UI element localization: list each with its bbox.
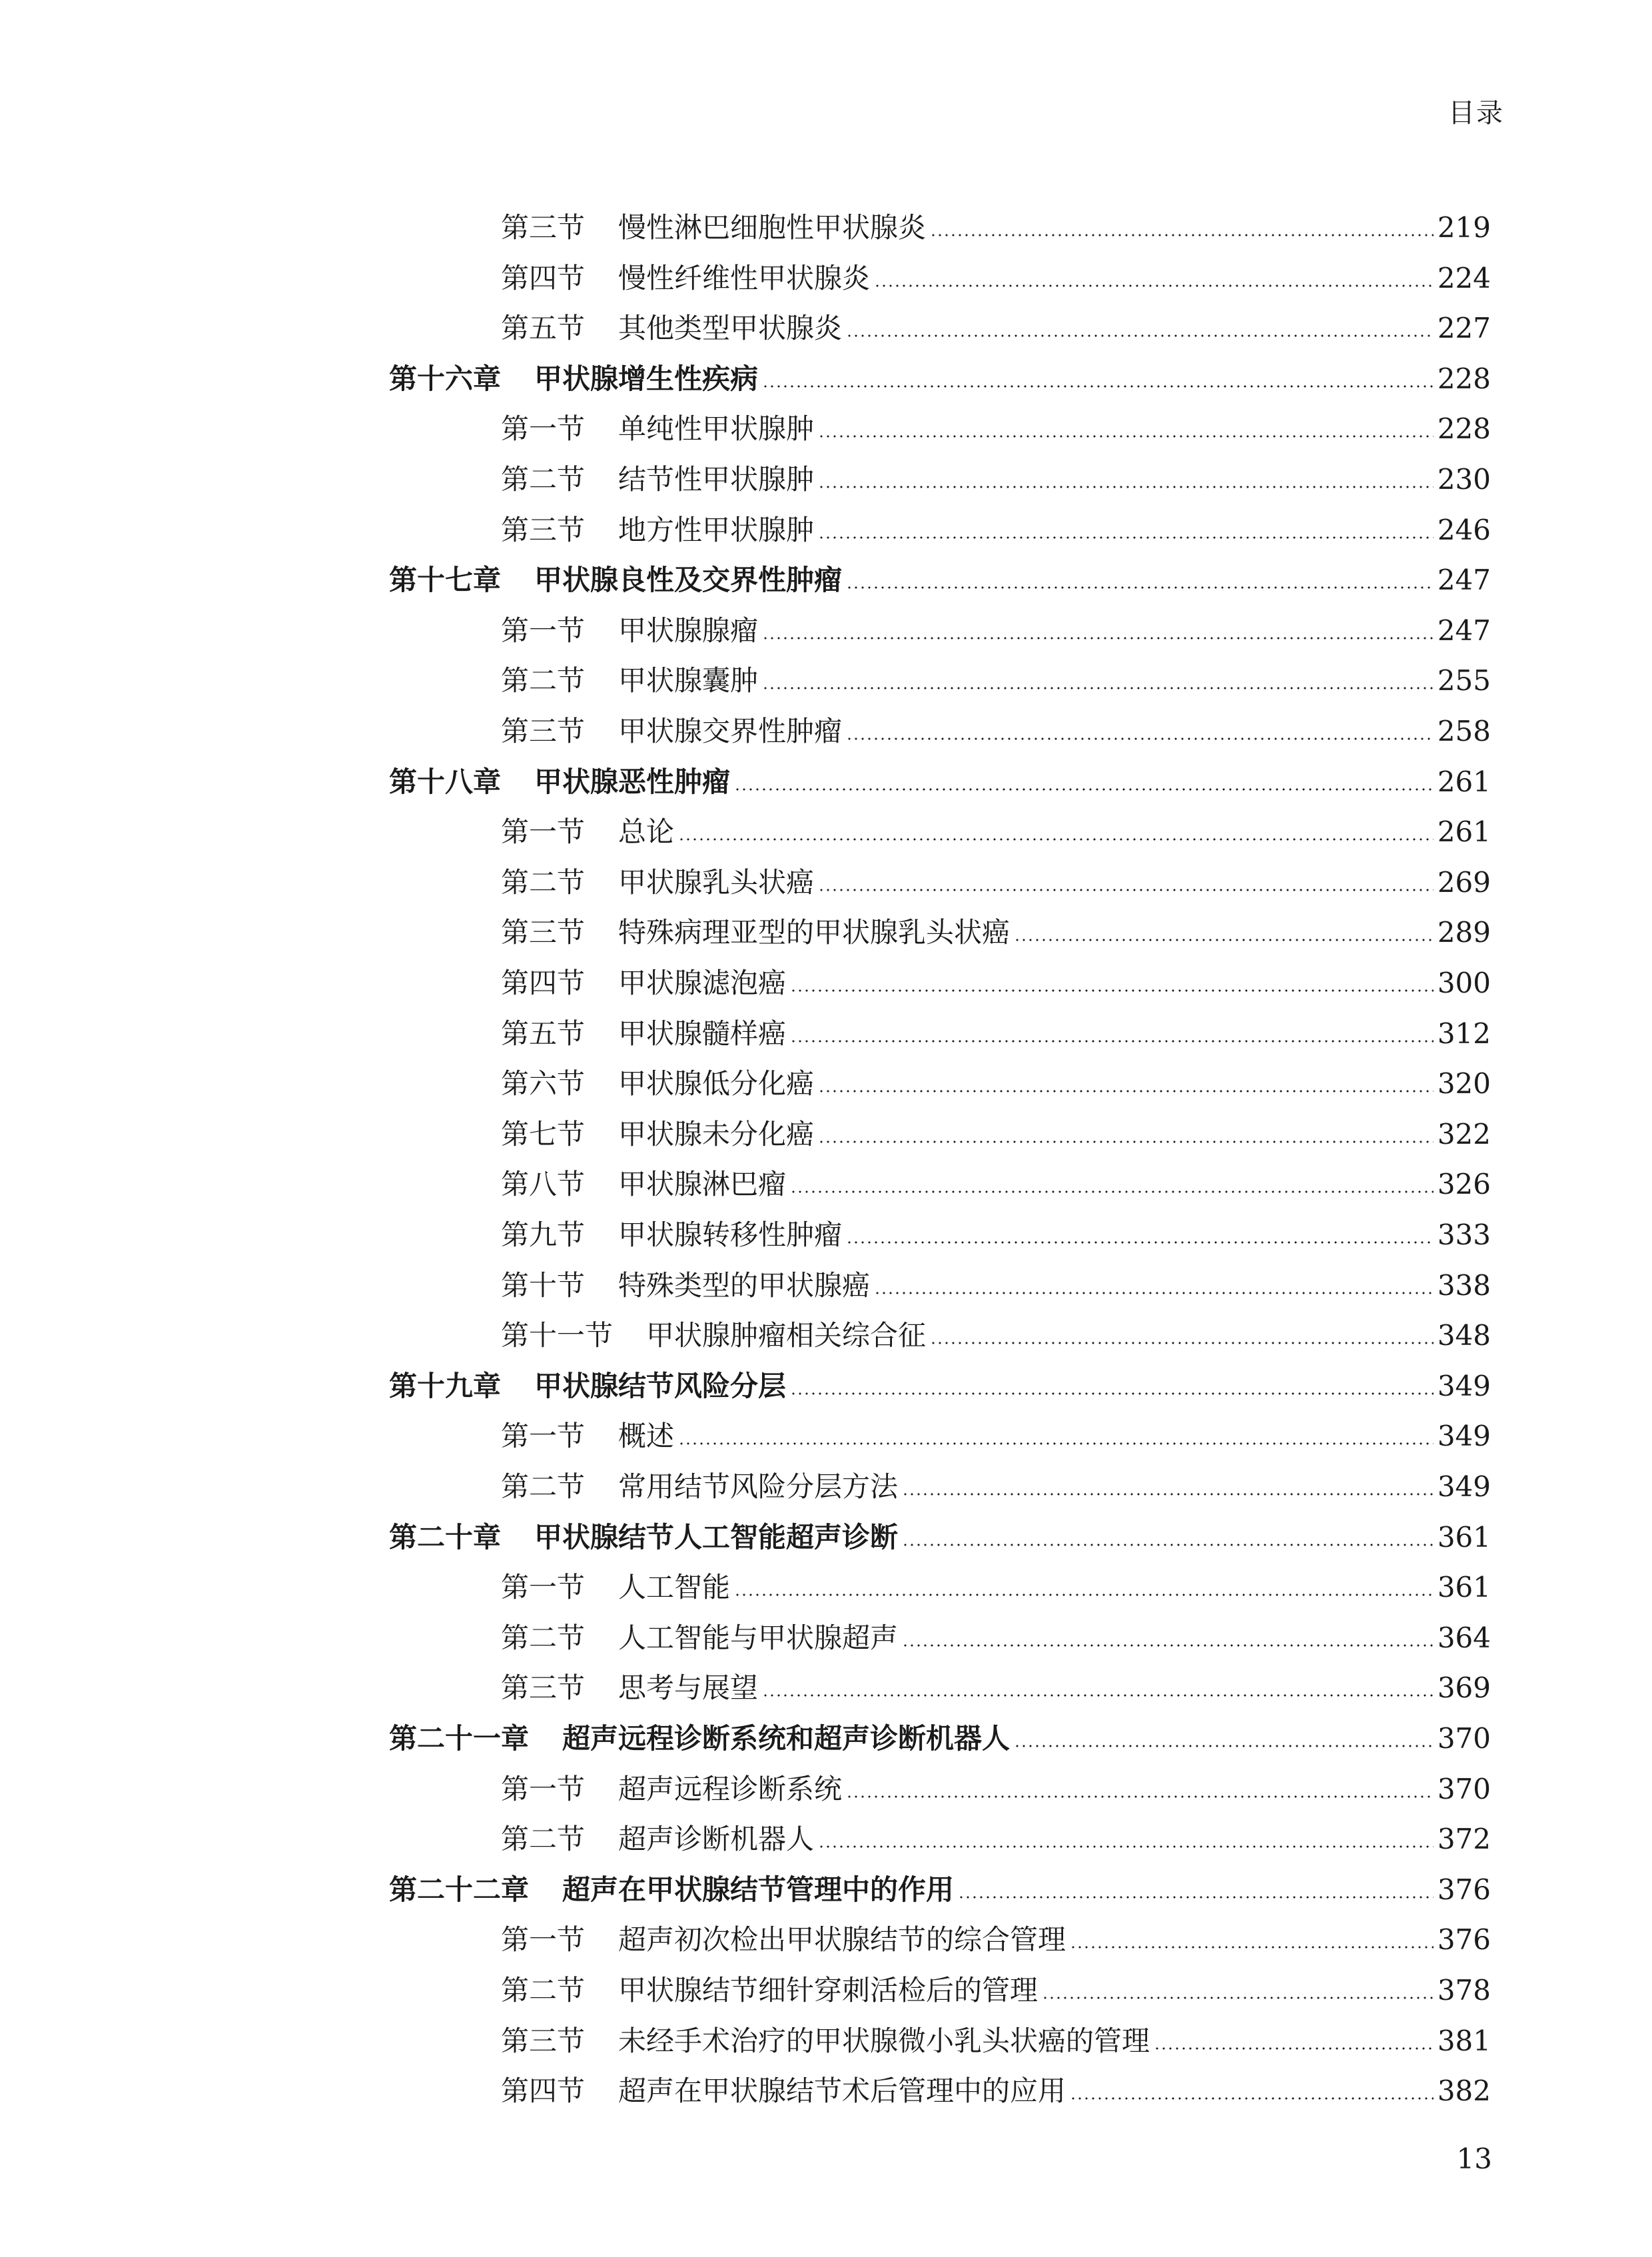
dot-leader: [1014, 1745, 1434, 1747]
dot-leader: [678, 1442, 1434, 1445]
dot-leader: [902, 1644, 1434, 1647]
toc-section[interactable]: [0, 1769, 1652, 1809]
dot-leader: [902, 1544, 1434, 1546]
toc-page-number: 382: [1437, 2074, 1491, 2108]
toc-entry: [501, 1416, 1491, 1456]
dot-leader: [734, 788, 1434, 791]
toc-title: 超声远程诊断系统和超声诊断机器人: [562, 1722, 1011, 1755]
toc-entry: [501, 1920, 1491, 1960]
toc-title: 甲状腺腺瘤: [618, 614, 759, 647]
toc-section[interactable]: [0, 1266, 1652, 1306]
toc-page-number: 326: [1437, 1168, 1491, 1201]
toc-section[interactable]: [0, 963, 1652, 1003]
dot-leader: [846, 1241, 1434, 1244]
dot-leader: [930, 1342, 1434, 1344]
toc-section[interactable]: [0, 1467, 1652, 1507]
toc-section[interactable]: [0, 409, 1652, 449]
toc-entry: [501, 2071, 1491, 2111]
toc-page-number: 219: [1437, 211, 1491, 244]
dot-leader: [818, 1140, 1434, 1143]
dot-leader: [846, 1795, 1434, 1798]
toc-page-number: 372: [1437, 1823, 1491, 1856]
toc-number: 第四节: [501, 261, 586, 294]
toc-title: 慢性淋巴细胞性甲状腺炎: [618, 211, 927, 244]
toc-title: 甲状腺交界性肿瘤: [618, 715, 843, 747]
toc-title: 甲状腺未分化癌: [618, 1117, 815, 1150]
toc-page-number: 227: [1437, 312, 1491, 345]
toc-number: 第二节: [501, 664, 586, 697]
toc-page-number: 230: [1437, 463, 1491, 496]
toc-page-number: 349: [1437, 1420, 1491, 1453]
toc-entry: [501, 1266, 1491, 1306]
toc-number: 第二十二章: [389, 1873, 530, 1906]
toc-page-number: 364: [1437, 1621, 1491, 1654]
toc-section[interactable]: [0, 1618, 1652, 1658]
toc-number: 第三节: [501, 2024, 586, 2057]
dot-leader: [818, 1090, 1434, 1093]
toc-page-number: 361: [1437, 1571, 1491, 1604]
toc-section[interactable]: [0, 1164, 1652, 1204]
toc-entry: [501, 913, 1491, 953]
toc-page-number: 349: [1437, 1369, 1491, 1402]
toc-section[interactable]: [0, 258, 1652, 298]
toc-entry: [389, 560, 1491, 600]
toc-page-number: 261: [1437, 815, 1491, 849]
dot-leader: [790, 1040, 1434, 1043]
toc-section[interactable]: [0, 611, 1652, 651]
dot-leader: [818, 435, 1434, 438]
toc-page-number: 261: [1437, 765, 1491, 798]
toc-number: 第二节: [501, 1621, 586, 1654]
toc-title: 特殊类型的甲状腺癌: [618, 1268, 871, 1302]
toc-chapter[interactable]: [0, 1366, 1652, 1406]
toc-number: 第四节: [501, 2074, 586, 2108]
toc-entry: [501, 1568, 1491, 1607]
toc-title: 未经手术治疗的甲状腺微小乳头状癌的管理: [618, 2024, 1150, 2057]
toc-title: 甲状腺结节细针穿刺活检后的管理: [618, 1974, 1038, 2007]
dot-leader: [818, 486, 1434, 488]
dot-leader: [958, 1896, 1434, 1899]
toc-entry: [501, 258, 1491, 298]
toc-entry: [389, 762, 1491, 802]
toc-section[interactable]: [0, 510, 1652, 550]
toc-entry: [501, 510, 1491, 550]
toc-page-number: 228: [1437, 362, 1491, 395]
toc-number: 第十九章: [389, 1369, 502, 1402]
toc-entry: [501, 863, 1491, 903]
toc-entry: [389, 1719, 1491, 1759]
toc-entry: [501, 611, 1491, 651]
toc-section[interactable]: [0, 2021, 1652, 2061]
toc-chapter[interactable]: [0, 1870, 1652, 1910]
dot-leader: [678, 838, 1434, 841]
toc-section[interactable]: [0, 1215, 1652, 1255]
toc-page-number: 338: [1437, 1268, 1491, 1302]
toc-number: 第三节: [501, 715, 586, 747]
toc-number: 第二十章: [389, 1520, 502, 1554]
toc-title: 思考与展望: [618, 1671, 759, 1705]
toc-title: 常用结节风险分层方法: [618, 1470, 899, 1503]
toc-number: 第九节: [501, 1218, 586, 1251]
toc-entry: [389, 1518, 1491, 1558]
toc-page-number: 370: [1437, 1772, 1491, 1805]
toc-entry: [501, 711, 1491, 751]
toc-chapter[interactable]: [0, 560, 1652, 600]
toc-number: 第三节: [501, 211, 586, 244]
toc-page-number: 381: [1437, 2024, 1491, 2057]
toc-title: 人工智能: [618, 1571, 731, 1604]
toc-section[interactable]: [0, 1819, 1652, 1859]
dot-leader: [762, 687, 1434, 689]
toc-section[interactable]: [0, 208, 1652, 248]
toc-entry: [501, 208, 1491, 248]
toc-title: 甲状腺转移性肿瘤: [618, 1218, 843, 1251]
toc-number: 第十节: [501, 1268, 586, 1302]
toc-title: 甲状腺结节风险分层: [534, 1369, 787, 1402]
toc-number: 第一节: [501, 1772, 586, 1805]
toc-section[interactable]: [0, 1014, 1652, 1054]
toc-title: 甲状腺肿瘤相关综合征: [646, 1319, 927, 1352]
toc-section[interactable]: [0, 913, 1652, 953]
toc-number: 第五节: [501, 1017, 586, 1050]
toc-entry: [501, 963, 1491, 1003]
toc-title: 甲状腺髓样癌: [618, 1017, 787, 1050]
toc-page-number: 369: [1437, 1671, 1491, 1705]
dot-leader: [846, 737, 1434, 740]
dot-leader: [1042, 1997, 1434, 1999]
dot-leader: [874, 284, 1434, 287]
toc-title: 甲状腺淋巴瘤: [618, 1168, 787, 1201]
toc-title: 超声诊断机器人: [618, 1823, 815, 1856]
toc-title: 超声远程诊断系统: [618, 1772, 843, 1805]
toc-title: 甲状腺良性及交界性肿瘤: [534, 564, 843, 597]
toc-page-number: 312: [1437, 1017, 1491, 1050]
toc-number: 第一节: [501, 1923, 586, 1957]
toc-section[interactable]: [0, 711, 1652, 751]
toc-entry: [389, 1870, 1491, 1910]
toc-number: 第六节: [501, 1067, 586, 1101]
toc-section[interactable]: [0, 1668, 1652, 1708]
toc-section[interactable]: [0, 2071, 1652, 2111]
toc-number: 第一节: [501, 1571, 586, 1604]
toc-page-number: 349: [1437, 1470, 1491, 1503]
toc-number: 第一节: [501, 614, 586, 647]
dot-leader: [874, 1292, 1434, 1294]
toc-number: 第七节: [501, 1117, 586, 1150]
dot-leader: [818, 889, 1434, 891]
running-header: 目录: [1448, 98, 1504, 129]
toc-number: 第八节: [501, 1168, 586, 1201]
dot-leader: [1070, 1946, 1434, 1949]
toc-page-number: 289: [1437, 916, 1491, 949]
toc-number: 第十七章: [389, 564, 502, 597]
toc-entry: [501, 1316, 1491, 1356]
toc-title: 甲状腺滤泡癌: [618, 967, 787, 999]
dot-leader: [790, 1392, 1434, 1395]
toc-page-number: 376: [1437, 1873, 1491, 1906]
toc-title: 甲状腺低分化癌: [618, 1067, 815, 1101]
toc-entry: [501, 1618, 1491, 1658]
toc-chapter[interactable]: [0, 1719, 1652, 1759]
toc-number: 第四节: [501, 967, 586, 999]
toc-title: 甲状腺增生性疾病: [534, 362, 759, 395]
dot-leader: [930, 234, 1434, 236]
toc-number: 第一节: [501, 1420, 586, 1453]
toc-entry: [501, 409, 1491, 449]
dot-leader: [762, 1694, 1434, 1697]
toc-title: 慢性纤维性甲状腺炎: [618, 261, 871, 294]
toc-section[interactable]: [0, 661, 1652, 701]
toc-number: 第五节: [501, 312, 586, 345]
toc-entry: [501, 308, 1491, 348]
toc-number: 第二节: [501, 865, 586, 899]
toc-page-number: 224: [1437, 261, 1491, 294]
toc-number: 第一节: [501, 412, 586, 446]
toc-number: 第二节: [501, 463, 586, 496]
toc-page-number: 333: [1437, 1218, 1491, 1251]
toc-chapter[interactable]: [0, 1518, 1652, 1558]
toc-entry: [501, 1064, 1491, 1104]
toc-section[interactable]: [0, 1115, 1652, 1154]
toc-page-number: 246: [1437, 513, 1491, 546]
toc-section[interactable]: [0, 863, 1652, 903]
toc-number: 第十六章: [389, 362, 502, 395]
toc-title: 特殊病理亚型的甲状腺乳头状癌: [618, 916, 1011, 949]
toc-section[interactable]: [0, 460, 1652, 500]
toc-title: 甲状腺恶性肿瘤: [534, 765, 731, 798]
toc-number: 第三节: [501, 513, 586, 546]
dot-leader: [762, 637, 1434, 640]
toc-chapter[interactable]: [0, 762, 1652, 802]
toc-number: 第十八章: [389, 765, 502, 798]
toc-section[interactable]: [0, 1568, 1652, 1607]
toc-entry: [389, 1366, 1491, 1406]
toc-title: 超声初次检出甲状腺结节的综合管理: [618, 1923, 1066, 1957]
toc-page-number: 378: [1437, 1974, 1491, 2007]
toc-number: 第一节: [501, 815, 586, 849]
dot-leader: [790, 1190, 1434, 1193]
toc-entry: [501, 460, 1491, 500]
toc-section[interactable]: [0, 1971, 1652, 2011]
toc-entry: [501, 1014, 1491, 1054]
toc-title: 地方性甲状腺肿: [618, 513, 815, 546]
toc-entry: [501, 1164, 1491, 1204]
toc-number: 第二节: [501, 1470, 586, 1503]
toc-page-number: 269: [1437, 865, 1491, 899]
toc-entry: [501, 1769, 1491, 1809]
dot-leader: [734, 1593, 1434, 1596]
toc-title: 甲状腺乳头状癌: [618, 865, 815, 899]
toc-section[interactable]: [0, 1064, 1652, 1104]
toc-entry: [501, 1668, 1491, 1708]
toc-title: 甲状腺囊肿: [618, 664, 759, 697]
toc-entry: [501, 1115, 1491, 1154]
toc-number: 第三节: [501, 916, 586, 949]
toc-section[interactable]: [0, 1316, 1652, 1356]
toc-chapter[interactable]: [0, 359, 1652, 399]
toc-number: 第二节: [501, 1823, 586, 1856]
toc-page-number: 258: [1437, 715, 1491, 747]
toc-page-number: 255: [1437, 664, 1491, 697]
toc-title: 人工智能与甲状腺超声: [618, 1621, 899, 1654]
toc-title: 单纯性甲状腺肿: [618, 412, 815, 446]
toc-page-number: 322: [1437, 1117, 1491, 1150]
dot-leader: [846, 586, 1434, 589]
toc-section[interactable]: [0, 812, 1652, 852]
dot-leader: [818, 536, 1434, 539]
toc-page-number: 320: [1437, 1067, 1491, 1101]
dot-leader: [902, 1493, 1434, 1496]
toc-number: 第二节: [501, 1974, 586, 2007]
toc-entry: [501, 1971, 1491, 2011]
dot-leader: [1154, 2047, 1434, 2050]
toc-section[interactable]: [0, 1920, 1652, 1960]
toc-title: 超声在甲状腺结节术后管理中的应用: [618, 2074, 1066, 2108]
dot-leader: [1014, 939, 1434, 941]
toc-number: 第十一节: [501, 1319, 614, 1352]
toc-title: 总论: [618, 815, 675, 849]
toc-title: 甲状腺结节人工智能超声诊断: [534, 1520, 899, 1554]
toc-title: 超声在甲状腺结节管理中的作用: [562, 1873, 955, 1906]
toc-page-number: 376: [1437, 1923, 1491, 1957]
toc-page-number: 348: [1437, 1319, 1491, 1352]
toc-page-number: 300: [1437, 967, 1491, 999]
toc-page-number: 228: [1437, 412, 1491, 446]
dot-leader: [790, 989, 1434, 992]
toc-section[interactable]: [0, 1416, 1652, 1456]
toc-entry: [501, 812, 1491, 852]
toc-title: 其他类型甲状腺炎: [618, 312, 843, 345]
toc-entry: [501, 1819, 1491, 1859]
dot-leader: [762, 385, 1434, 388]
page-number: 13: [1456, 2142, 1492, 2175]
toc-number: 第二十一章: [389, 1722, 530, 1755]
toc-page-number: 247: [1437, 564, 1491, 597]
toc-title: 结节性甲状腺肿: [618, 463, 815, 496]
toc-entry: [501, 2021, 1491, 2061]
toc-entry: [389, 359, 1491, 399]
toc-number: 第三节: [501, 1671, 586, 1705]
toc-entry: [501, 1215, 1491, 1255]
dot-leader: [846, 334, 1434, 337]
toc-page-number: 361: [1437, 1520, 1491, 1554]
toc-section[interactable]: [0, 308, 1652, 348]
toc-page-number: 370: [1437, 1722, 1491, 1755]
toc-entry: [501, 1467, 1491, 1507]
toc-entry: [501, 661, 1491, 701]
dot-leader: [818, 1845, 1434, 1848]
dot-leader: [1070, 2097, 1434, 2100]
toc-page-number: 247: [1437, 614, 1491, 647]
toc-title: 概述: [618, 1420, 675, 1453]
